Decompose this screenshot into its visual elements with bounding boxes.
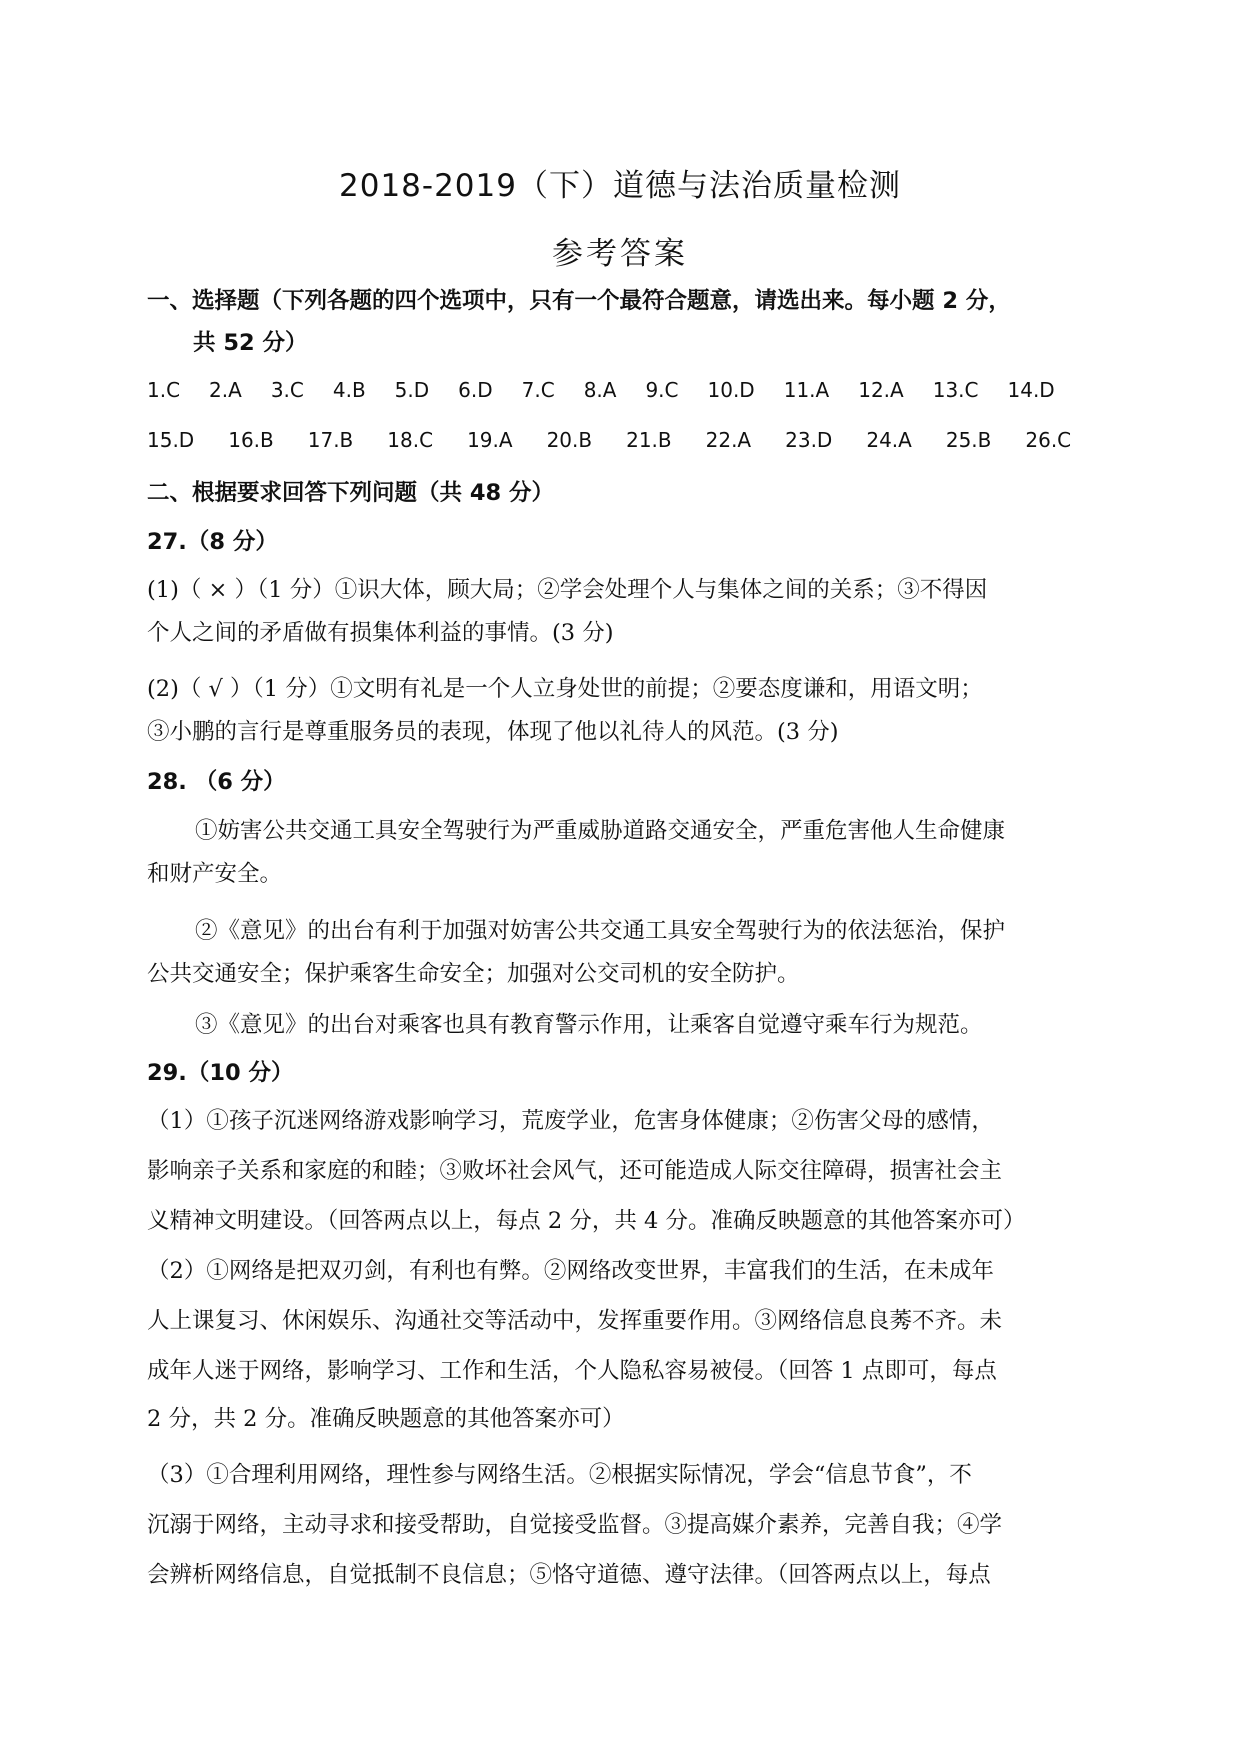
q28-line: ③《意见》的出台对乘客也具有教育警示作用，让乘客自觉遵守乘车行为规范。 xyxy=(195,1012,983,1038)
choice-answer: 22.A xyxy=(705,428,752,452)
choice-answer: 25.B xyxy=(945,428,992,452)
choice-answer: 19.A xyxy=(467,428,513,452)
choice-answer: 6.D xyxy=(458,378,493,402)
q29-line: 义精神文明建设。（回答两点以上，每点 2 分，共 4 分。准确反映题意的其他答案亦可） xyxy=(147,1208,1026,1234)
choice-answer: 18.C xyxy=(387,428,434,452)
q29-line: 2 分，共 2 分。准确反映题意的其他答案亦可） xyxy=(147,1406,625,1432)
choice-answer: 20.B xyxy=(546,428,593,452)
section2-heading: 二、根据要求回答下列问题（共 48 分） xyxy=(147,480,554,506)
q29-line: 沉溺于网络，主动寻求和接受帮助，自觉接受监督。③提高媒介素养，完善自我；④学 xyxy=(147,1512,1003,1538)
q28-line: ②《意见》的出台有利于加强对妨害公共交通工具安全驾驶行为的依法惩治，保护 xyxy=(195,918,1006,944)
q27-line: (2)（ √ ）（1 分）①文明有礼是一个人立身处世的前提；②要态度谦和，用语文明； xyxy=(147,676,983,702)
choice-answer: 4.B xyxy=(332,378,366,402)
q27-line: 个人之间的矛盾做有损集体利益的事情。(3 分) xyxy=(147,620,614,646)
document-subtitle: 参考答案 xyxy=(552,236,688,272)
choice-answer: 14.D xyxy=(1007,378,1055,402)
q29-line: （3）①合理利用网络，理性参与网络生活。②根据实际情况，学会“信息节食”，不 xyxy=(147,1462,972,1488)
q27-heading: 27.（8 分） xyxy=(147,529,278,555)
q29-heading: 29.（10 分） xyxy=(147,1060,294,1086)
choice-answer: 7.C xyxy=(521,378,555,402)
choice-answer: 23.D xyxy=(785,428,833,452)
choice-answer: 10.D xyxy=(707,378,755,402)
choice-answer: 21.B xyxy=(626,428,672,452)
q29-line: 会辨析网络信息，自觉抵制不良信息；⑤恪守道德、遵守法律。（回答两点以上，每点 xyxy=(147,1562,991,1588)
choice-answer: 17.B xyxy=(307,428,354,452)
q27-line: (1)（ × ）（1 分）①识大体，顾大局；②学会处理个人与集体之间的关系；③不得因 xyxy=(147,577,988,603)
answers-row-2 xyxy=(147,428,1107,452)
q27-line: ③小鹏的言行是尊重服务员的表现，体现了他以礼待人的风范。(3 分) xyxy=(147,719,839,745)
choice-answer: 3.C xyxy=(270,378,304,402)
q29-line: （2）①网络是把双刃剑，有利也有弊。②网络改变世界，丰富我们的生活，在未成年 xyxy=(147,1258,994,1284)
choice-answer: 5.D xyxy=(394,378,430,402)
choice-answer: 15.D xyxy=(147,428,195,452)
choice-answer: 13.C xyxy=(932,378,979,402)
q29-line: 成年人迷于网络，影响学习、工作和生活，个人隐私容易被侵。（回答 1 点即可，每点 xyxy=(147,1358,997,1384)
choice-answer: 24.A xyxy=(866,428,912,452)
q28-line: 和财产安全。 xyxy=(147,861,283,887)
section1-heading-line1: 一、选择题（下列各题的四个选项中，只有一个最符合题意，请选出来。每小题 2 分， xyxy=(147,288,1011,314)
answers-row-1 xyxy=(147,378,1107,402)
choice-answer: 26.C xyxy=(1025,428,1072,452)
q29-line: （1）①孩子沉迷网络游戏影响学习，荒废学业，危害身体健康；②伤害父母的感情， xyxy=(147,1108,994,1134)
q28-line: ①妨害公共交通工具安全驾驶行为严重威胁道路交通安全，严重危害他人生命健康 xyxy=(195,818,1006,844)
q29-line: 影响亲子关系和家庭的和睦；③败坏社会风气，还可能造成人际交往障碍，损害社会主 xyxy=(147,1158,1003,1184)
choice-answer: 9.C xyxy=(645,378,679,402)
section1-heading-line2: 共 52 分） xyxy=(193,330,308,356)
q28-line: 公共交通安全；保护乘客生命安全；加强对公交司机的安全防护。 xyxy=(147,961,800,987)
choice-answer: 16.B xyxy=(228,428,274,452)
choice-answer: 8.A xyxy=(583,378,617,402)
choice-answer: 12.A xyxy=(858,378,904,402)
q28-heading: 28. （6 分） xyxy=(147,769,286,795)
choice-answer: 2.A xyxy=(209,378,242,402)
choice-answer: 1.C xyxy=(147,378,181,402)
q29-line: 人上课复习、休闲娱乐、沟通社交等活动中，发挥重要作用。③网络信息良莠不齐。未 xyxy=(147,1308,1003,1334)
choice-answer: 11.A xyxy=(783,378,830,402)
document-title: 2018-2019（下）道德与法治质量检测 xyxy=(339,168,901,204)
